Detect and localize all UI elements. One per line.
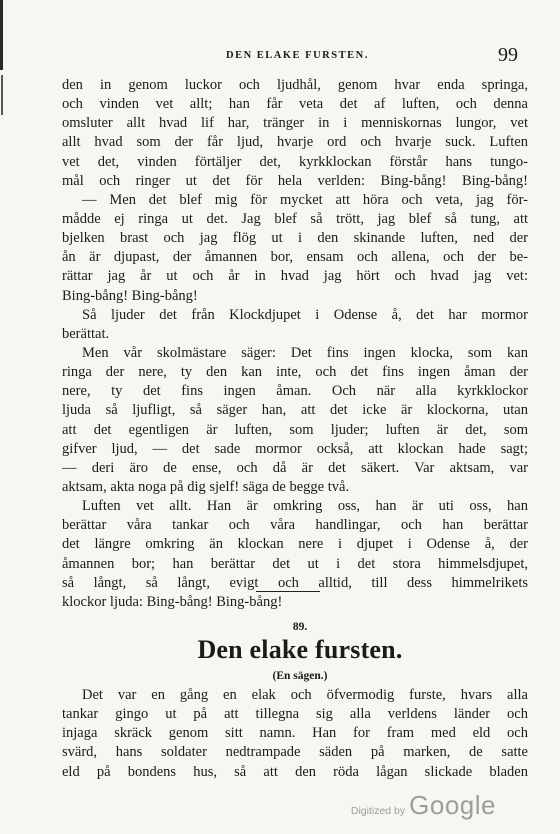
text-line: den in genom luckor och ljudhål, genom hvar enda springa,	[62, 77, 528, 93]
story-number: 89.	[292, 621, 308, 633]
digitized-by-google-watermark	[351, 790, 496, 821]
text-line: rättar jag år ut och år in hvad jag hört och hvad jag vet:	[62, 268, 528, 285]
text-line: injaga skräck genom sitt namn. Han for fram med eld och	[62, 725, 528, 742]
text-line: Men vår skolmästare säger: Det fins ingen klocka, som kan	[82, 344, 528, 361]
running-head: DEN ELAKE FURSTEN.	[226, 50, 369, 61]
text-line: gifver ljud, — det sade mormor också, att klockan hade sagt;	[62, 440, 528, 457]
page-number: 99	[498, 44, 518, 66]
text-line: — Men det blef mig för mycket att höra och veta, jag för-	[82, 191, 528, 208]
text-line: tankar gingo ut på att tillegna sig alla verldens länder och	[62, 706, 528, 723]
story-text	[62, 686, 528, 782]
text-line: eld på bondens hus, så att den röda lågan slickade bladen	[62, 763, 528, 780]
section-divider	[256, 591, 320, 592]
text-line: omsluter allt hvad lif har, tränger in i menniskornas lungor, vet	[62, 115, 528, 132]
text-line: så långt, så långt, evigt och alltid, till dess himmelrikets	[62, 574, 528, 591]
text-line: berättar våra tankar och våra handlingar, och han berättar	[62, 517, 528, 534]
text-line: Så ljuder det från Klockdjupet i Odense å, det har mormor	[82, 306, 528, 323]
text-line: och vinden vet allt; han får veta det af luften, och denna	[62, 96, 528, 113]
text-line: aktsam, akta noga på dig sjelf! säga de begge två.	[62, 478, 350, 495]
text-line: bjelken brast och jag flög ut i den skinande luften, ned der	[62, 230, 528, 247]
text-line: ljuda så ljufligt, så säger han, att det icke är klockorna, utan	[62, 402, 528, 419]
story-subtitle: (En sägen.)	[272, 670, 328, 682]
text-line: — deri äro de ense, och då är det säkert. Var aktsam, var	[62, 459, 528, 476]
story-title: Den elake fursten.	[197, 635, 403, 664]
text-line: nere, ty det fins ingen åman. Och när alla kyrkklockor	[62, 383, 528, 400]
google-logo: Google	[409, 790, 496, 820]
text-line: mådde ej ringa ut det. Jag blef så trött, jag blef så tung, att	[62, 210, 528, 227]
text-line: att det egentligen är luften, som ljuder; luften är det, som	[62, 421, 528, 438]
text-line: Det var en gång en elak och öfvermodig furste, hvars alla	[82, 687, 528, 703]
watermark-prefix: Digitized by	[350, 805, 406, 817]
text-line: klockor ljuda: Bing-bång! Bing-bång!	[62, 593, 283, 610]
text-line: åmannen bor; han berättar det ut i det stora himmelsdjupet,	[62, 555, 528, 572]
text-line: Bing-bång! Bing-bång!	[62, 287, 198, 304]
text-line: mål och ringer ut det för hela verlden: Bing-bång! Bing-bång!	[62, 172, 528, 189]
text-line: svärd, hans soldater nedtrampade säden på marken, de satte	[62, 744, 528, 761]
previous-story-text	[62, 76, 528, 612]
text-line: ringa der nere, ty den kan inte, och det fins ingen åman der	[62, 364, 528, 381]
text-line: det längre omkring än klockan nere i djupet i Odense å, der	[62, 536, 528, 553]
page-edge-mark	[1, 75, 3, 115]
text-line: ån är djupast, der åmannen bor, ensam och allena, och der be-	[62, 249, 528, 266]
text-line: berättat.	[62, 325, 110, 342]
page-edge-mark	[0, 0, 3, 70]
text-line: vet det, vinden förtäljer det, kyrkklockan förstår hans tungo-	[62, 153, 528, 170]
text-line: allt hvad som der får ljud, hvarje ord och hvarje suck. Luften	[62, 134, 528, 151]
text-line: Luften vet allt. Han är omkring oss, han är uti oss, han	[82, 498, 528, 515]
